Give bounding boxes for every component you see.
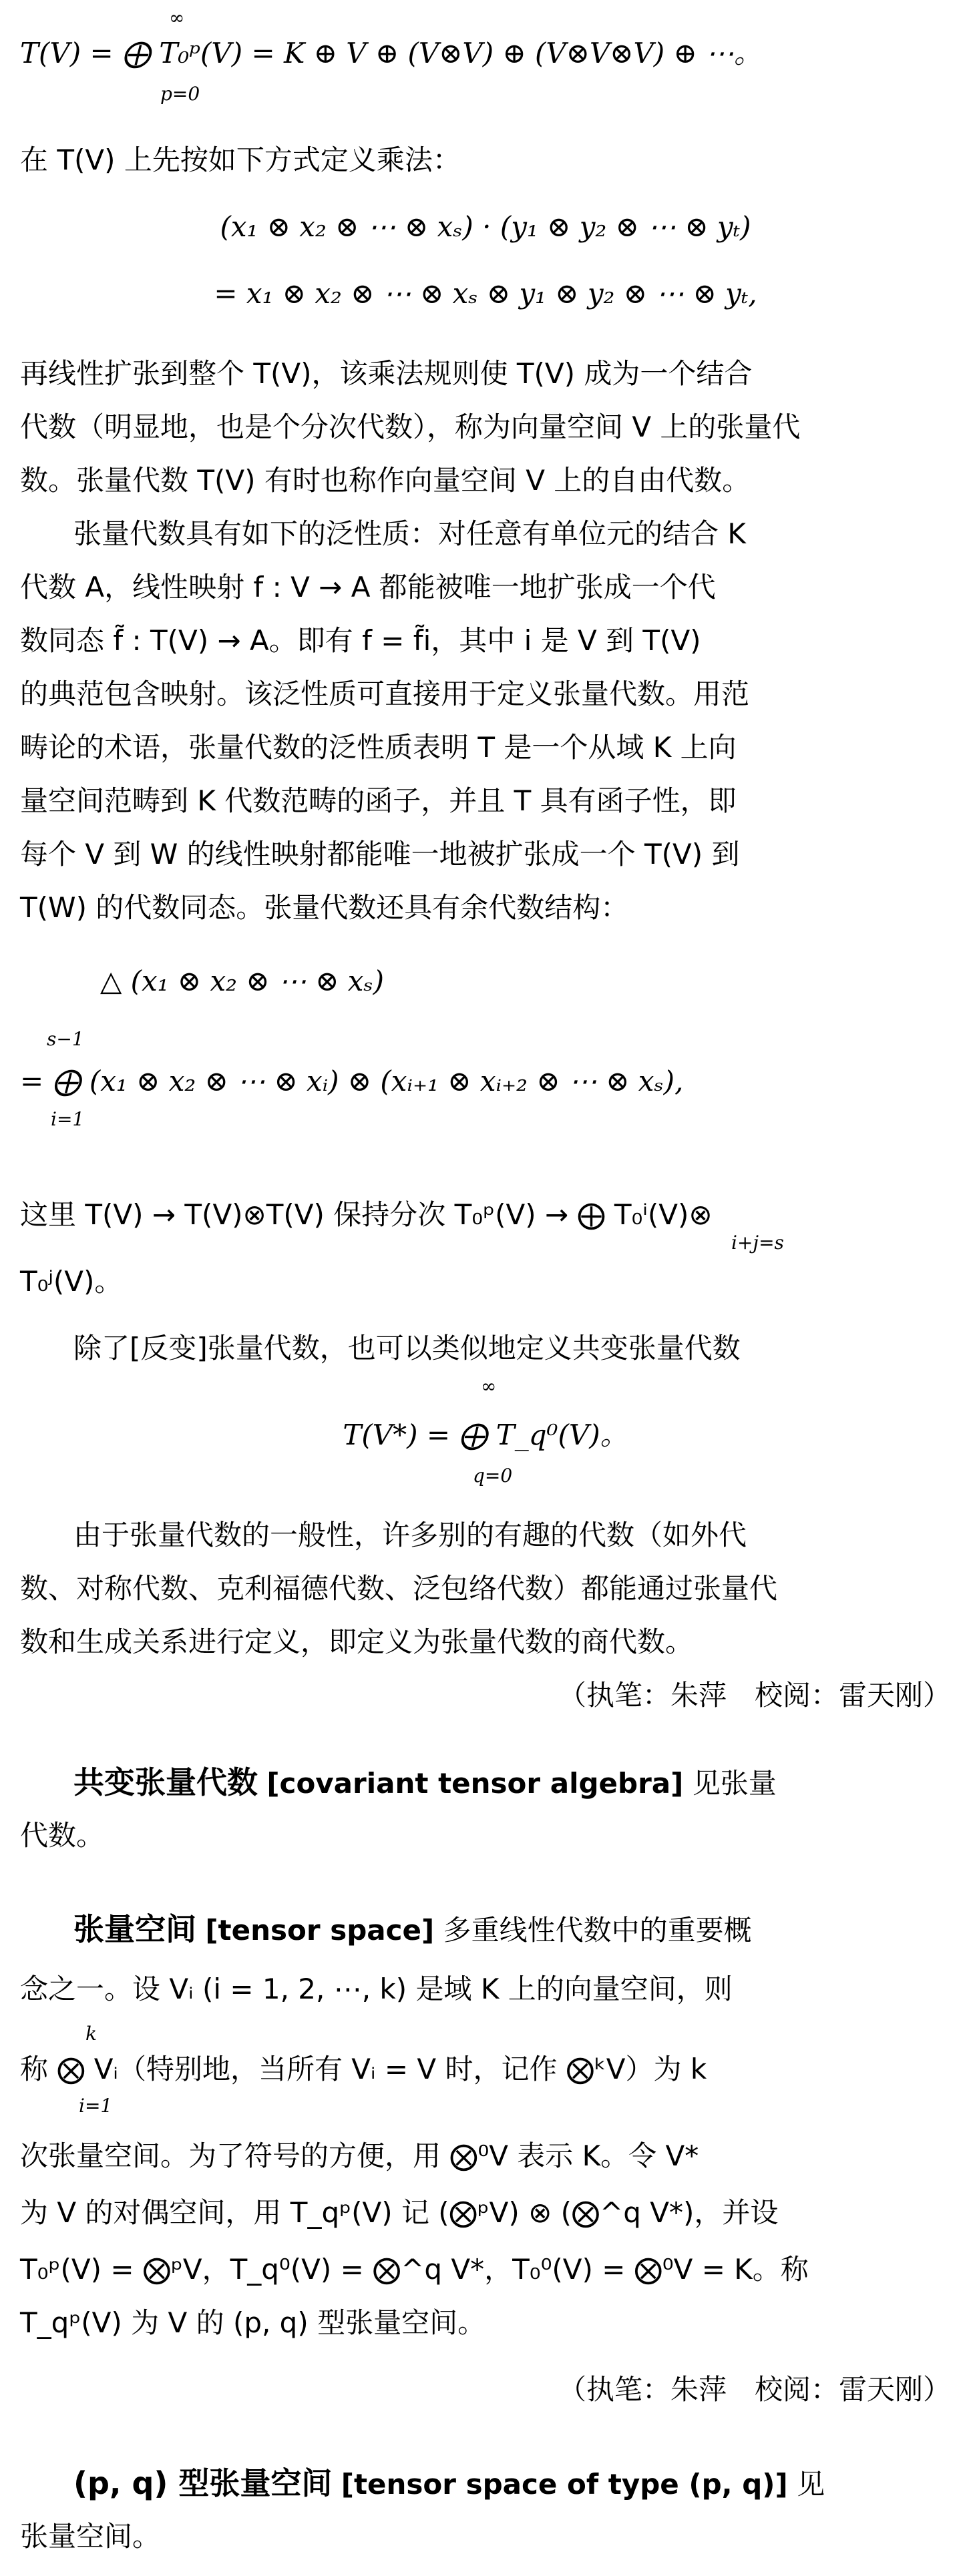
- paragraph-line: [73, 1322, 971, 1375]
- tensor-upper-limit: k: [85, 2023, 97, 2045]
- tensor-lower-limit: i=1: [79, 2095, 113, 2117]
- paragraph-line: 次张量空间。为了符号的方便，用 ⨂⁰V 表示 K。令 V*: [20, 2139, 699, 2172]
- paragraph-line: 念之一。设 Vᵢ (i = 1, 2, ⋯, k) 是域 K 上的向量空间，则: [20, 1973, 733, 2005]
- sum-upper-limit: s−1: [47, 1028, 84, 1050]
- formula-covariant-tensor-algebra: T(V*) = ⨁ T_q⁰(V)。: [343, 1419, 628, 1451]
- sum-lower-limit: p=0: [160, 83, 200, 105]
- entry-definition-start: 多重线性代数中的重要概: [443, 1914, 752, 1947]
- paragraph-line: 代数（明显地，也是个分次代数），称为向量空间 V 上的张量代: [20, 411, 801, 443]
- paragraph-line: 数、对称代数、克利福德代数、泛包络代数）都能通过张量代: [20, 1572, 778, 1605]
- paragraph-line: 量空间范畴到 K 代数范畴的函子，并且 T 具有函子性，即: [20, 784, 737, 817]
- paragraph-line: 为 V 的对偶空间，用 T_qᵖ(V) 记 (⨂ᵖV) ⊗ (⨂^q V*)，并设: [20, 2196, 779, 2229]
- paragraph-line: 这里 T(V) → T(V)⊗T(V) 保持分次 T₀ᵖ(V) → ⨁ T₀ⁱ(V)⊗: [20, 1198, 713, 1231]
- entry-heading: [73, 1756, 971, 1810]
- sum-lower-limit: i=1: [51, 1108, 85, 1130]
- entry-heading: [73, 2457, 971, 2511]
- author-credit: （执笔：朱萍 校阅：雷天刚）: [558, 2373, 951, 2406]
- paragraph-line: T_qᵖ(V) 为 V 的 (p, q) 型张量空间。: [20, 2306, 486, 2339]
- paragraph-line: 数。张量代数 T(V) 有时也称作向量空间 V 上的自由代数。: [20, 464, 751, 497]
- formula-text: T(V) = ⨁ T₀ᵖ(V) = K ⊕ V ⊕ (V⊗V) ⊕ (V⊗V⊗V) ⊕ ⋯。: [20, 37, 763, 69]
- paragraph-line: 的典范包含映射。该泛性质可直接用于定义张量代数。用范: [20, 678, 750, 710]
- paragraph-line: 在 T(V) 上先按如下方式定义乘法：: [20, 144, 461, 176]
- entry-term: (p, q) 型张量空间: [73, 2465, 333, 2501]
- sum-upper-limit: ∞: [169, 7, 185, 29]
- entry-reference: 见: [797, 2468, 825, 2501]
- formula-coproduct-line-1: △ (x₁ ⊗ x₂ ⊗ ⋯ ⊗ xₛ): [100, 965, 384, 997]
- paragraph-line: T₀ᵖ(V) = ⨂ᵖV，T_q⁰(V) = ⨂^q V*，T₀⁰(V) = ⨂⁰V = K。称: [20, 2253, 809, 2286]
- paragraph-line: 张量空间。: [20, 2520, 161, 2553]
- sum-lower-limit: i+j=s: [731, 1232, 784, 1254]
- paragraph-line: 称 ⨂ Vᵢ（特别地，当所有 Vᵢ = V 时，记作 ⨂ᵏV）为 k: [20, 2053, 707, 2085]
- paragraph-line: 代数。: [20, 1819, 105, 1852]
- paragraph-line: 每个 V 到 W 的线性映射都能唯一地被扩张成一个 T(V) 到: [20, 838, 740, 870]
- entry-english-term: [covariant tensor algebra]: [266, 1767, 684, 1800]
- sum-upper-limit: ∞: [481, 1375, 497, 1397]
- formula-product-line-2: = x₁ ⊗ x₂ ⊗ ⋯ ⊗ xₛ ⊗ y₁ ⊗ y₂ ⊗ ⋯ ⊗ yₜ,: [214, 277, 757, 310]
- paragraph-line: 畴论的术语，张量代数的泛性质表明 T 是一个从域 K 上向: [20, 731, 737, 764]
- paragraph-text: 除了[反变]张量代数，也可以类似地定义共变张量代数: [73, 1332, 741, 1364]
- entry-reference: 见张量: [692, 1767, 777, 1800]
- formula-tensor-algebra-definition: [20, 27, 951, 80]
- entry-term: 张量空间: [73, 1911, 196, 1947]
- paragraph-line: T(W) 的代数同态。张量代数还具有余代数结构：: [20, 891, 629, 924]
- paragraph-line: 数同态 f̃ : T(V) → A。即有 f = f̃i，其中 i 是 V 到 T(V): [20, 624, 701, 657]
- entry-english-term: [tensor space of type (p, q)]: [341, 2468, 788, 2501]
- paragraph-line: 代数 A，线性映射 f : V → A 都能被唯一地扩张成一个代: [20, 571, 716, 603]
- formula-product-line-1: (x₁ ⊗ x₂ ⊗ ⋯ ⊗ xₛ) · (y₁ ⊗ y₂ ⊗ ⋯ ⊗ yₜ): [220, 210, 751, 243]
- paragraph-line: 再线性扩张到整个 T(V)，该乘法规则使 T(V) 成为一个结合: [20, 357, 753, 390]
- entry-heading: [73, 1902, 971, 1957]
- paragraph-line: 数和生成关系进行定义，即定义为张量代数的商代数。: [20, 1625, 694, 1658]
- paragraph-line: T₀ʲ(V)。: [20, 1265, 123, 1298]
- entry-term: 共变张量代数: [73, 1764, 258, 1800]
- entry-english-term: [tensor space]: [205, 1914, 435, 1947]
- paragraph-line: 张量代数具有如下的泛性质：对任意有单位元的结合 K: [73, 517, 746, 550]
- sum-lower-limit: q=0: [473, 1465, 513, 1487]
- formula-coproduct-line-2: = ⨁ (x₁ ⊗ x₂ ⊗ ⋯ ⊗ xᵢ) ⊗ (xᵢ₊₁ ⊗ xᵢ₊₂ ⊗ ⋯ ⊗ xₛ),: [20, 1065, 684, 1097]
- paragraph-line: 由于张量代数的一般性，许多别的有趣的代数（如外代: [73, 1519, 747, 1551]
- author-credit: （执笔：朱萍 校阅：雷天刚）: [558, 1679, 951, 1712]
